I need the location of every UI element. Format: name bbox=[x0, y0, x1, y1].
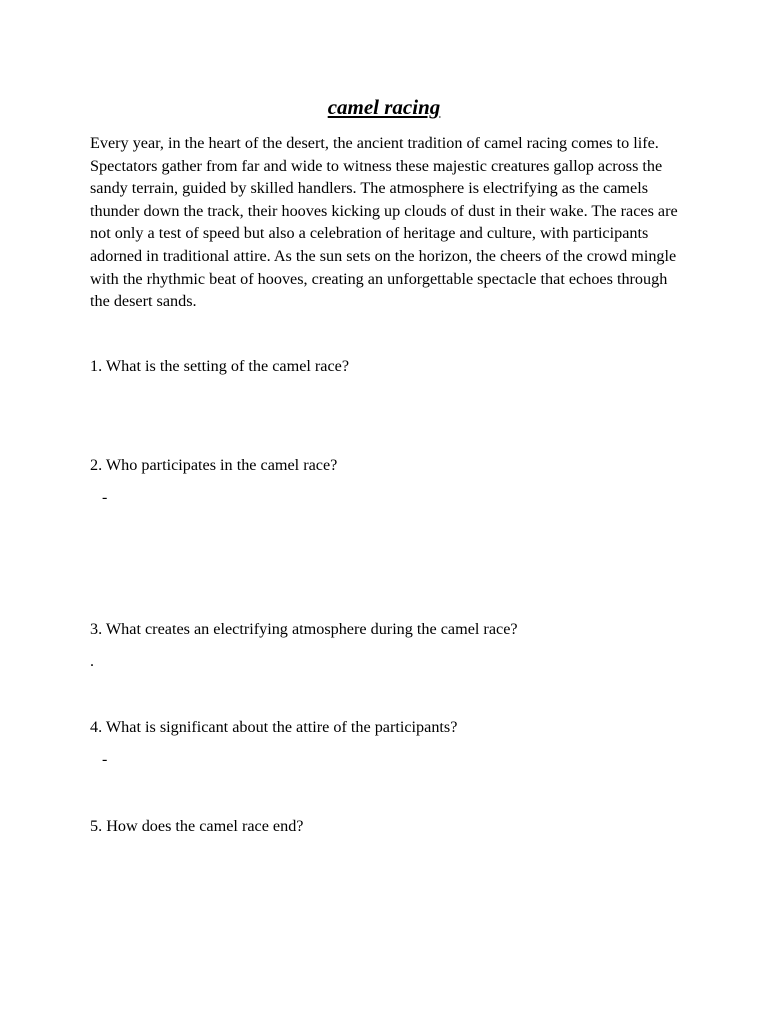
page-title: camel racing bbox=[327, 95, 441, 119]
question-5: 5. How does the camel race end? bbox=[90, 817, 304, 835]
question-4: 4. What is significant about the attire of the participants? bbox=[90, 718, 458, 736]
answer-4-mark: - bbox=[102, 751, 108, 768]
question-1: 1. What is the setting of the camel race? bbox=[90, 357, 350, 375]
reading-passage: Every year, in the heart of the desert, the ancient tradition of camel racing comes to life. Spectators gather from far and wide to witness these majestic creatures gallop across the sandy terrain, guided by skilled handlers. The atmosphere is electrifying as the camels thunder down the track, their hooves kicking up clouds of dust in their wake. The races are not only a test of speed but also a celebration of heritage and culture, with participants adorned in traditional attire. As the sun sets on the horizon, the cheers of the crowd mingle with the rhythmic beat of hooves, creating an unforgettable spectacle that echoes through the desert sands. bbox=[90, 134, 678, 311]
question-2: 2. Who participates in the camel race? bbox=[90, 456, 338, 474]
question-3: 3. What creates an electrifying atmosphere during the camel race? bbox=[90, 620, 518, 638]
answer-2-mark: - bbox=[102, 489, 108, 506]
answer-3-mark: . bbox=[90, 653, 94, 670]
